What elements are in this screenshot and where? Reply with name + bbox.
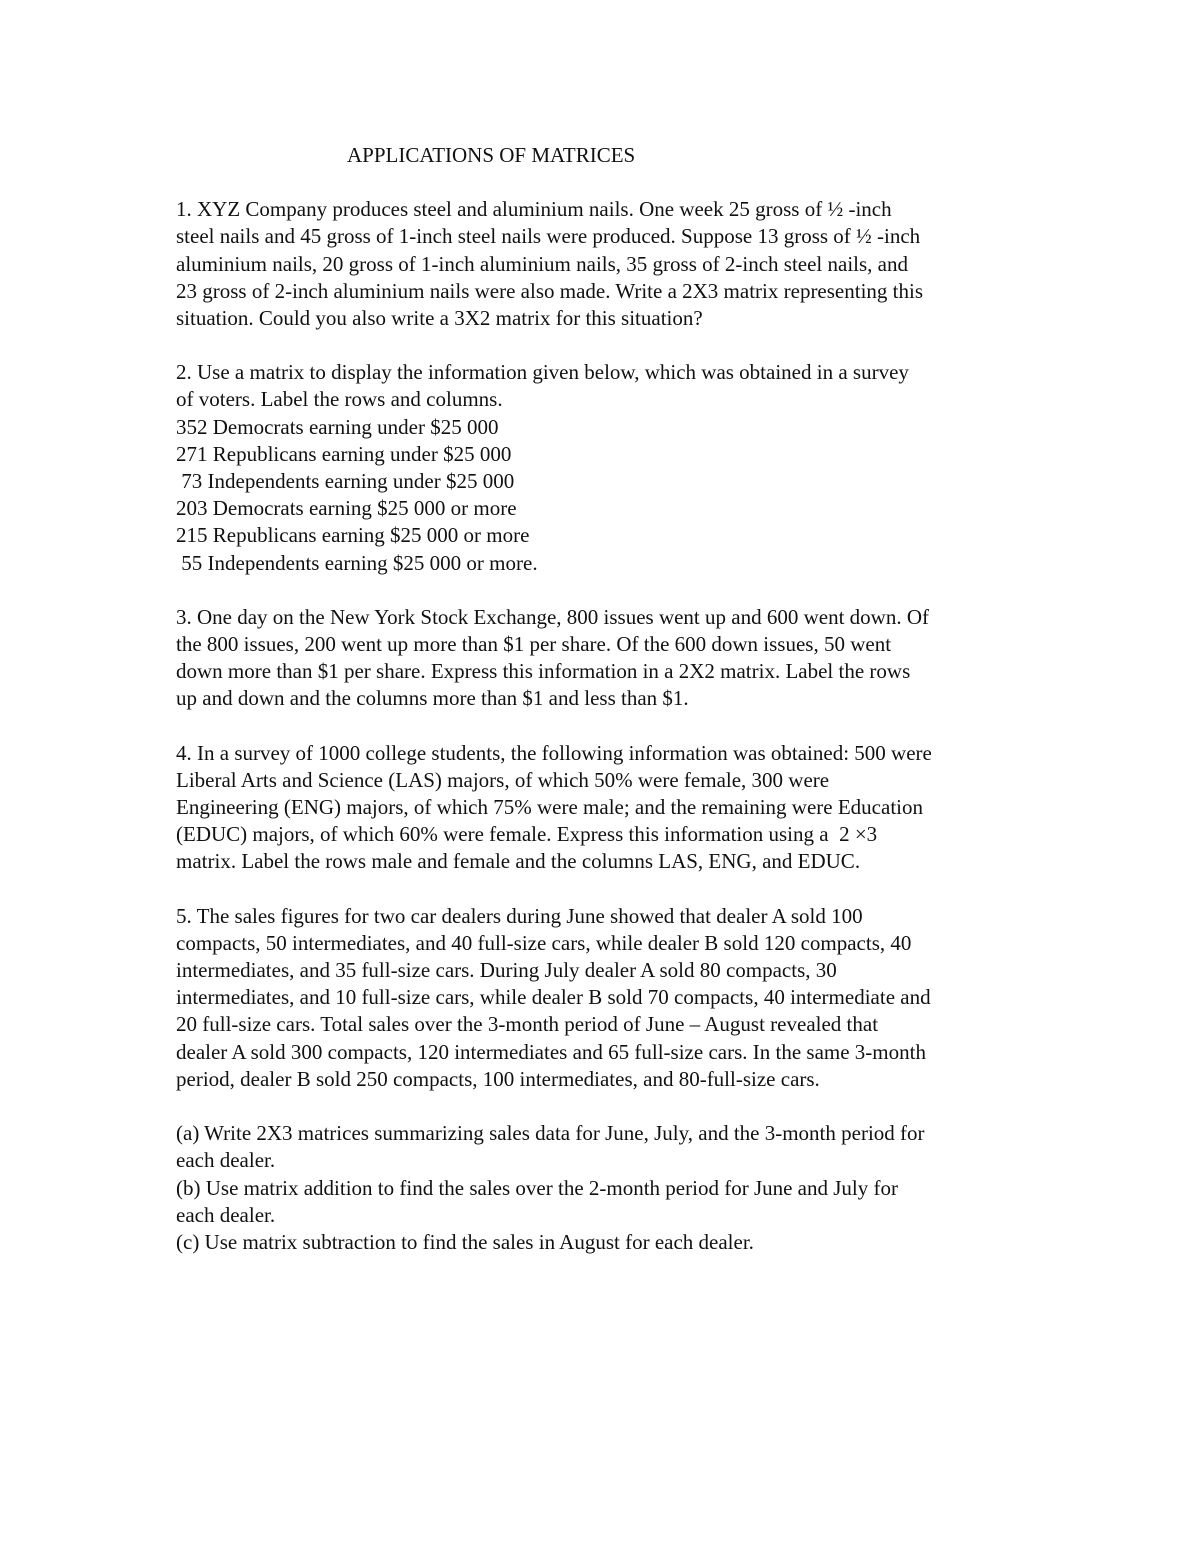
question-5: [176, 903, 1036, 1093]
question-3-line: up and down and the columns more than $1 and less than $1.: [176, 686, 689, 711]
question-5-parts: [176, 1120, 1036, 1256]
survey-item: 352 Democrats earning under $25 000: [176, 414, 499, 439]
question-4-line: 4. In a survey of 1000 college students, the following information was obtained: 500 were: [176, 740, 932, 765]
question-2-line: 2. Use a matrix to display the information given below, which was obtained in a survey: [176, 360, 909, 385]
question-3-line: 3. One day on the New York Stock Exchange, 800 issues went up and 600 went down. Of: [176, 604, 929, 629]
survey-item: 73 Independents earning under $25 000: [176, 469, 515, 494]
question-5-line: intermediates, and 35 full-size cars. During July dealer A sold 80 compacts, 30: [176, 958, 837, 983]
question-4-line: (EDUC) majors, of which 60% were female. Express this information using a 2 ×3: [176, 822, 878, 847]
question-5-part-b-cont: each dealer.: [176, 1202, 276, 1227]
document-title: APPLICATIONS OF MATRICES: [347, 143, 636, 167]
question-5-part-a: (a) Write 2X3 matrices summarizing sales data for June, July, and the 3-month period for: [176, 1121, 925, 1146]
question-5-line: intermediates, and 10 full-size cars, while dealer B sold 70 compacts, 40 intermediate and: [176, 985, 931, 1010]
survey-item: 271 Republicans earning under $25 000: [176, 441, 512, 466]
question-4-line: Engineering (ENG) majors, of which 75% were male; and the remaining were Education: [176, 795, 923, 820]
question-4-line: Liberal Arts and Science (LAS) majors, of which 50% were female, 300 were: [176, 767, 830, 792]
question-5-line: 5. The sales figures for two car dealers during June showed that dealer A sold 100: [176, 903, 863, 928]
question-5-line: period, dealer B sold 250 compacts, 100 intermediates, and 80-full-size cars.: [176, 1066, 820, 1091]
question-5-part-a-cont: each dealer.: [176, 1148, 276, 1173]
question-5-part-c: (c) Use matrix subtraction to find the sales in August for each dealer.: [176, 1229, 754, 1254]
question-5-part-b: (b) Use matrix addition to find the sales over the 2-month period for June and July for: [176, 1175, 898, 1200]
question-1-line: situation. Could you also write a 3X2 matrix for this situation?: [176, 306, 703, 331]
question-1: [176, 196, 1036, 332]
survey-item: 55 Independents earning $25 000 or more.: [176, 550, 538, 575]
question-5-line: 20 full-size cars. Total sales over the 3-month period of June – August revealed that: [176, 1012, 879, 1037]
question-1-line: 23 gross of 2-inch aluminium nails were also made. Write a 2X3 matrix representing this: [176, 278, 924, 303]
question-1-line: 1. XYZ Company produces steel and aluminium nails. One week 25 gross of ½ -inch: [176, 197, 892, 222]
question-5-line: dealer A sold 300 compacts, 120 intermediates and 65 full-size cars. In the same 3-month: [176, 1039, 926, 1064]
question-3-line: the 800 issues, 200 went up more than $1 per share. Of the 600 down issues, 50 went: [176, 632, 892, 657]
question-1-line: aluminium nails, 20 gross of 1-inch aluminium nails, 35 gross of 2-inch steel nails, and: [176, 251, 908, 276]
question-3: [176, 604, 1036, 713]
question-4: [176, 740, 1036, 876]
question-5-line: compacts, 50 intermediates, and 40 full-size cars, while dealer B sold 120 compacts, 40: [176, 930, 912, 955]
survey-item: 215 Republicans earning $25 000 or more: [176, 523, 530, 548]
survey-item: 203 Democrats earning $25 000 or more: [176, 496, 517, 521]
document-page: [176, 142, 1036, 1256]
question-3-line: down more than $1 per share. Express this information in a 2X2 matrix. Label the rows: [176, 659, 911, 684]
question-1-line: steel nails and 45 gross of 1-inch steel nails were produced. Suppose 13 gross of ½ -inch: [176, 224, 921, 249]
question-2-line: of voters. Label the rows and columns.: [176, 387, 503, 412]
question-2: [176, 359, 1036, 577]
question-4-line: matrix. Label the rows male and female and the columns LAS, ENG, and EDUC.: [176, 849, 861, 874]
